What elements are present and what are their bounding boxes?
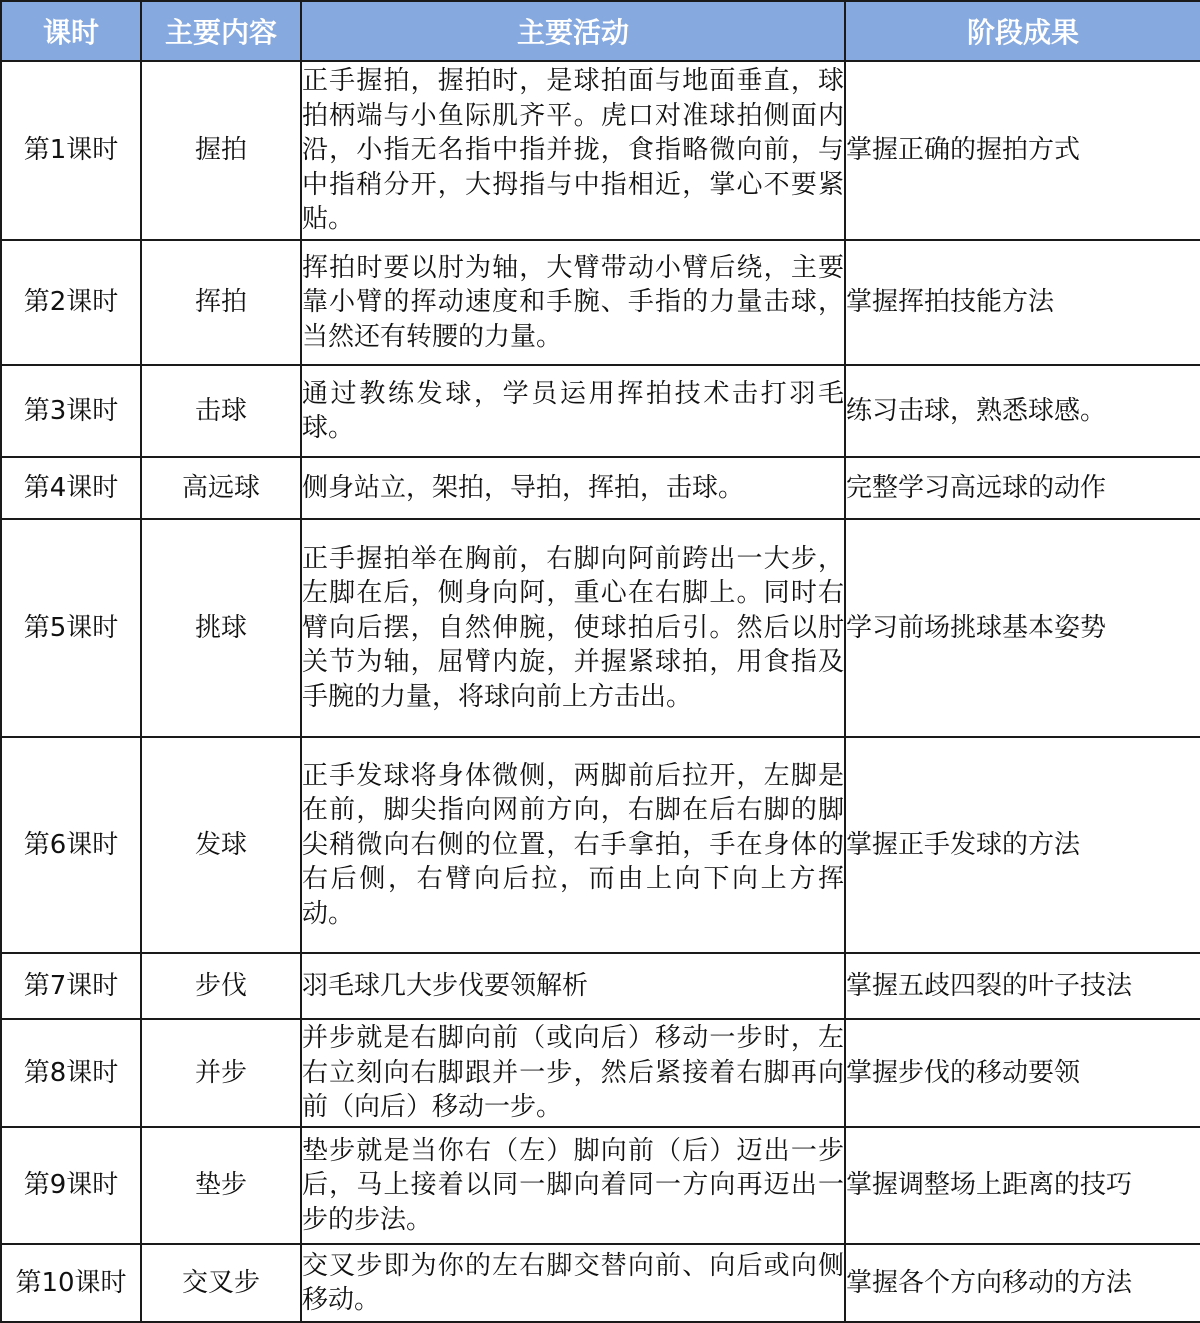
table-row	[1, 519, 1200, 737]
activity-cell: 羽毛球几大步伐要领解析	[301, 953, 845, 1019]
activity-cell: 通过教练发球，学员运用挥拍技术击打羽毛球。	[301, 365, 845, 457]
activity-cell: 并步就是右脚向前（或向后）移动一步时，左右立刻向右脚跟并一步，然后紧接着右脚再向前（向后）移动一步。	[301, 1019, 845, 1127]
table-row	[1, 737, 1200, 953]
lesson-cell: 第4课时	[1, 457, 141, 519]
table-row	[1, 61, 1200, 240]
lesson-cell: 第5课时	[1, 519, 141, 737]
result-cell: 掌握各个方向移动的方法	[845, 1244, 1200, 1322]
result-cell: 掌握步伐的移动要领	[845, 1019, 1200, 1127]
lesson-cell: 第7课时	[1, 953, 141, 1019]
header-lesson: 课时	[1, 1, 141, 61]
result-cell: 学习前场挑球基本姿势	[845, 519, 1200, 737]
header-row	[1, 1, 1200, 61]
result-cell: 完整学习高远球的动作	[845, 457, 1200, 519]
table-row	[1, 365, 1200, 457]
content-cell: 步伐	[141, 953, 301, 1019]
lesson-cell: 第10课时	[1, 1244, 141, 1322]
activity-cell: 挥拍时要以肘为轴，大臂带动小臂后绕，主要靠小臂的挥动速度和手腕、手指的力量击球，当然还有转腰的力量。	[301, 240, 845, 365]
result-cell: 掌握正确的握拍方式	[845, 61, 1200, 240]
result-cell: 掌握调整场上距离的技巧	[845, 1127, 1200, 1244]
result-cell: 掌握五歧四裂的叶子技法	[845, 953, 1200, 1019]
lesson-cell: 第2课时	[1, 240, 141, 365]
table-row	[1, 240, 1200, 365]
lesson-cell: 第1课时	[1, 61, 141, 240]
content-cell: 垫步	[141, 1127, 301, 1244]
activity-cell: 侧身站立，架拍，导拍，挥拍，击球。	[301, 457, 845, 519]
content-cell: 握拍	[141, 61, 301, 240]
lesson-cell: 第9课时	[1, 1127, 141, 1244]
content-cell: 交叉步	[141, 1244, 301, 1322]
header-activity: 主要活动	[301, 1, 845, 61]
content-cell: 挑球	[141, 519, 301, 737]
activity-cell: 交叉步即为你的左右脚交替向前、向后或向侧移动。	[301, 1244, 845, 1322]
activity-cell: 垫步就是当你右（左）脚向前（后）迈出一步后，马上接着以同一脚向着同一方向再迈出一步的步法。	[301, 1127, 845, 1244]
content-cell: 击球	[141, 365, 301, 457]
content-cell: 挥拍	[141, 240, 301, 365]
table-row	[1, 1127, 1200, 1244]
table-row	[1, 457, 1200, 519]
lesson-cell: 第3课时	[1, 365, 141, 457]
lesson-cell: 第8课时	[1, 1019, 141, 1127]
table-row	[1, 1019, 1200, 1127]
lesson-cell: 第6课时	[1, 737, 141, 953]
table-row	[1, 1244, 1200, 1322]
result-cell: 练习击球，熟悉球感。	[845, 365, 1200, 457]
content-cell: 发球	[141, 737, 301, 953]
activity-cell: 正手发球将身体微侧，两脚前后拉开，左脚是在前，脚尖指向网前方向，右脚在后右脚的脚尖稍微向右侧的位置，右手拿拍，手在身体的右后侧，右臂向后拉，而由上向下向上方挥动。	[301, 737, 845, 953]
header-content: 主要内容	[141, 1, 301, 61]
header-result: 阶段成果	[845, 1, 1200, 61]
activity-cell: 正手握拍举在胸前，右脚向阿前跨出一大步，左脚在后，侧身向阿，重心在右脚上。同时右臂向后摆，自然伸腕，使球拍后引。然后以肘关节为轴，屈臂内旋，并握紧球拍，用食指及手腕的力量，将球向前上方击出。	[301, 519, 845, 737]
content-cell: 并步	[141, 1019, 301, 1127]
activity-cell: 正手握拍，握拍时，是球拍面与地面垂直，球拍柄端与小鱼际肌齐平。虎口对准球拍侧面内沿，小指无名指中指并拢，食指略微向前，与中指稍分开，大拇指与中指相近，掌心不要紧贴。	[301, 61, 845, 240]
result-cell: 掌握正手发球的方法	[845, 737, 1200, 953]
table-row	[1, 953, 1200, 1019]
result-cell: 掌握挥拍技能方法	[845, 240, 1200, 365]
content-cell: 高远球	[141, 457, 301, 519]
